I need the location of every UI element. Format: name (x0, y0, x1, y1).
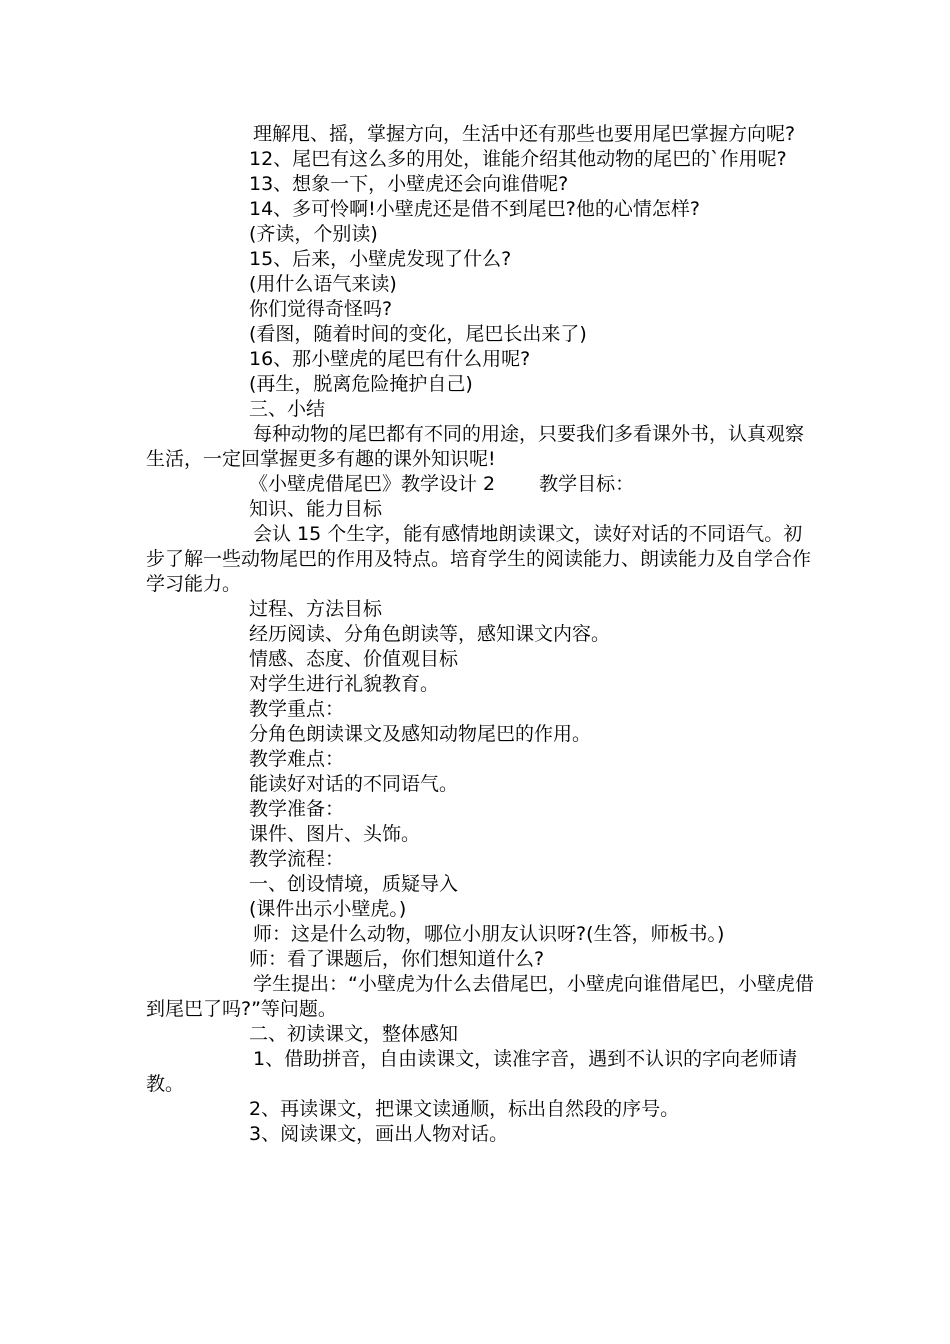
paragraph: 你们觉得奇怪吗? (249, 298, 393, 320)
paragraph: 能读好对话的不同语气。 (249, 773, 459, 795)
paragraph: 对学生进行礼貌教育。 (249, 673, 440, 695)
paragraph: 分角色朗读课文及感知动物尾巴的作用。 (249, 723, 592, 745)
paragraph: 《小壁虎借尾巴》教学设计 2 教学目标： (249, 473, 635, 495)
paragraph: (看图，随着时间的变化，尾巴长出来了) (249, 323, 587, 345)
paragraph: 每种动物的尾巴都有不同的用途，只要我们多看课外书，认真观察生活，一定回掌握更多有趣的课外知识呢! (146, 423, 805, 470)
paragraph: 教学准备： (249, 798, 345, 820)
paragraph: (再生，脱离危险掩护自己) (249, 373, 473, 395)
paragraph: 三、小结 (249, 398, 326, 420)
paragraph: 过程、方法目标 (249, 598, 383, 620)
paragraph: 经历阅读、分角色朗读等，感知课文内容。 (249, 623, 611, 645)
paragraph: 13、想象一下，小壁虎还会向谁借呢? (249, 173, 569, 195)
paragraph: 3、阅读课文，画出人物对话。 (249, 1123, 509, 1145)
paragraph: 学生提出：“小壁虎为什么去借尾巴，小壁虎向谁借尾巴，小壁虎借到尾巴了吗?”等问题。 (146, 973, 814, 1020)
paragraph: 情感、态度、价值观目标 (249, 648, 459, 670)
paragraph: 教学重点： (249, 698, 345, 720)
paragraph: 二、初读课文，整体感知 (249, 1023, 459, 1045)
document-body (146, 122, 816, 1147)
paragraph: 课件、图片、头饰。 (249, 823, 421, 845)
paragraph: 理解甩、摇，掌握方向，生活中还有那些也要用尾巴掌握方向呢? (253, 123, 796, 145)
paragraph: 会认 15 个生字，能有感情地朗读课文，读好对话的不同语气。初步了解一些动物尾巴的作用及特点。培育学生的阅读能力、朗读能力及自学合作学习能力。 (146, 523, 812, 595)
paragraph: 知识、能力目标 (249, 498, 383, 520)
paragraph: 师：看了课题后，你们想知道什么? (249, 948, 545, 970)
paragraph: 12、尾巴有这么多的用处，谁能介绍其他动物的尾巴的`作用呢? (249, 148, 787, 170)
paragraph: 2、再读课文，把课文读通顺，标出自然段的序号。 (249, 1098, 680, 1120)
paragraph: 教学难点： (249, 748, 345, 770)
paragraph: (齐读，个别读) (249, 223, 378, 245)
paragraph: 15、后来，小壁虎发现了什么? (249, 248, 512, 270)
paragraph: 教学流程： (249, 848, 345, 870)
paragraph: 1、借助拼音，自由读课文，读准字音，遇到不认识的字向老师请教。 (146, 1048, 798, 1095)
paragraph: 一、创设情境，质疑导入 (249, 873, 459, 895)
paragraph: (课件出示小壁虎。) (249, 898, 407, 920)
paragraph: 师：这是什么动物，哪位小朋友认识呀?(生答，师板书。) (253, 923, 725, 945)
paragraph: (用什么语气来读) (249, 273, 397, 295)
paragraph: 14、多可怜啊!小壁虎还是借不到尾巴?他的心情怎样? (249, 198, 700, 220)
paragraph: 16、那小壁虎的尾巴有什么用呢? (249, 348, 531, 370)
